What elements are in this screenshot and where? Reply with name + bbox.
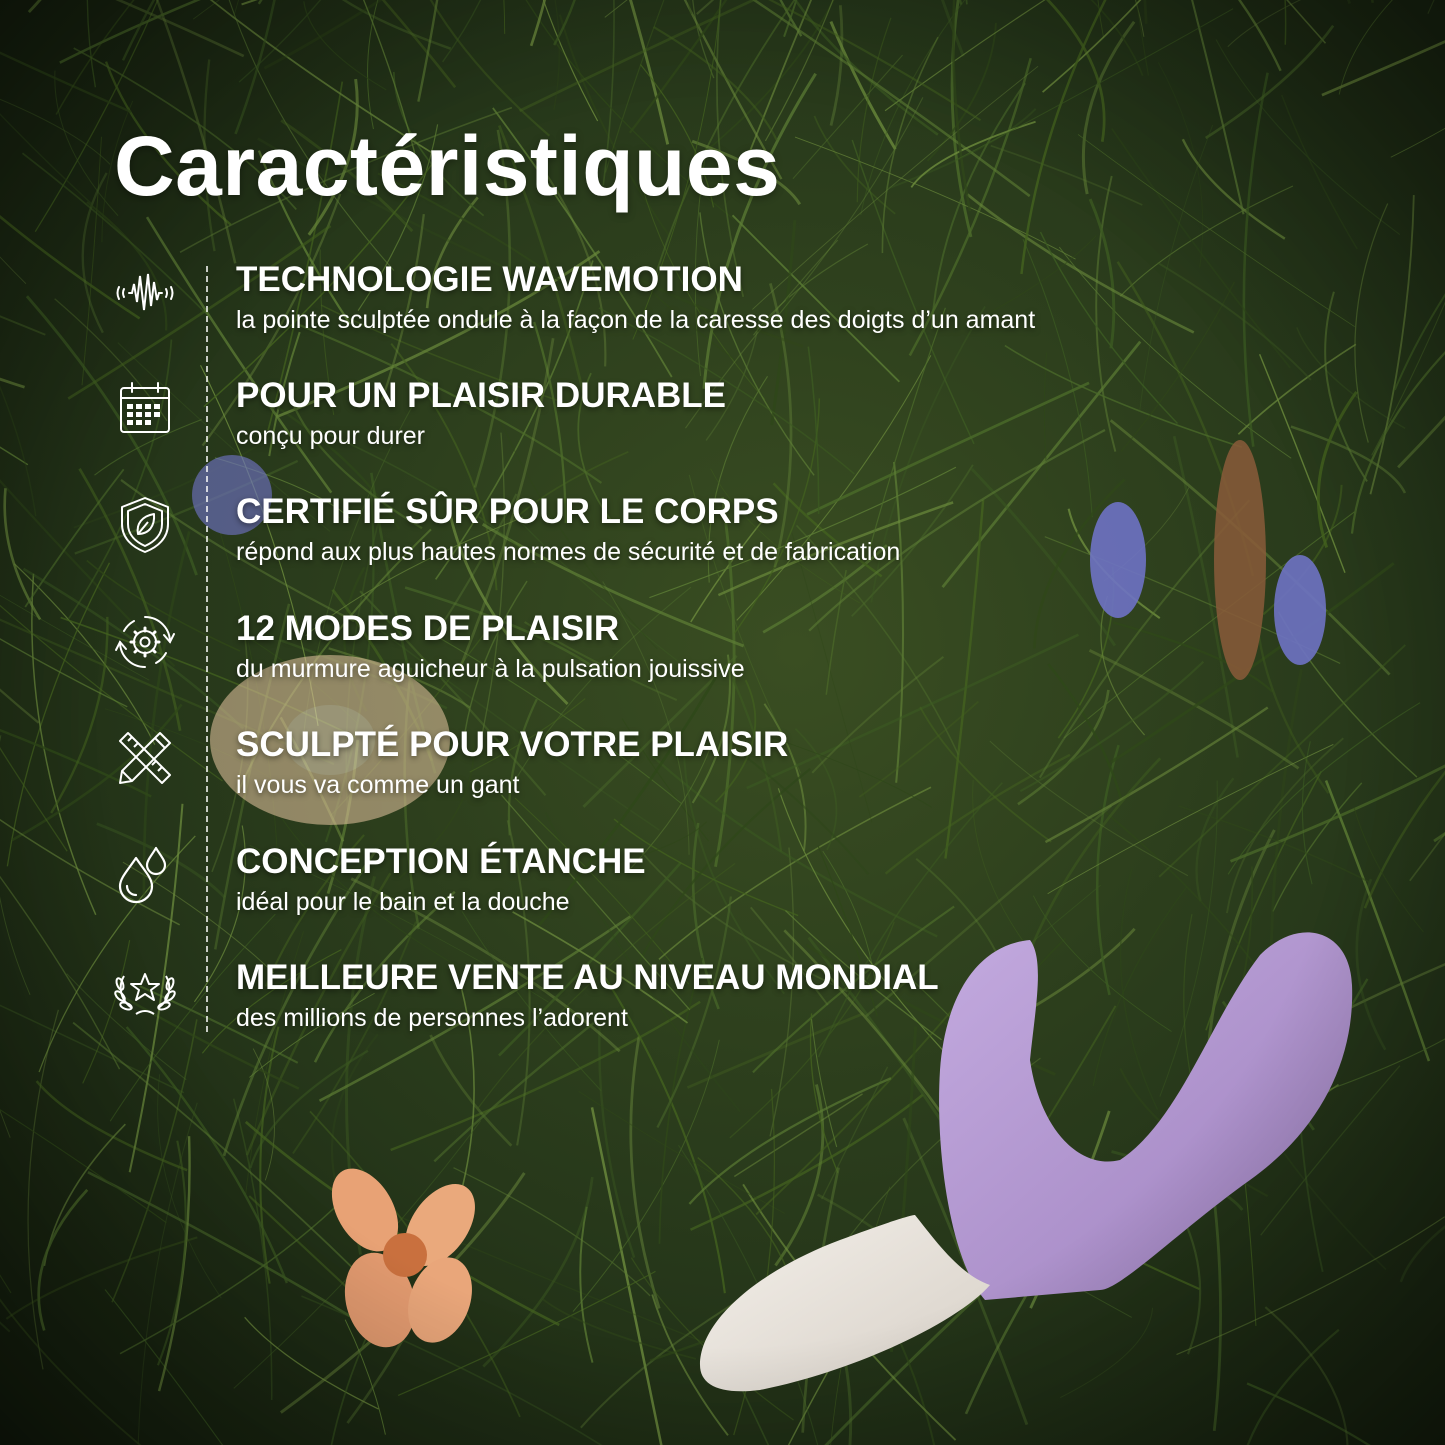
feature-title: 12 MODES DE PLAISIR [236, 609, 620, 648]
feature-description: il vous va comme un gant [236, 771, 520, 799]
feature-title: MEILLEURE VENTE AU NIVEAU MONDIAL [236, 958, 939, 997]
pencil-ruler-icon [114, 727, 176, 789]
water-drops-icon [114, 844, 176, 906]
page-title: Caractéristiques [114, 119, 781, 213]
calendar-icon [114, 378, 176, 440]
feature-title: CONCEPTION ÉTANCHE [236, 842, 646, 881]
feature-title: POUR UN PLAISIR DURABLE [236, 376, 727, 415]
feature-title: TECHNOLOGIE WAVEMOTION [236, 260, 743, 299]
feature-description: répond aux plus hautes normes de sécurité et de fabrication [236, 538, 901, 566]
feature-item-durable [0, 378, 1445, 468]
feature-description: idéal pour le bain et la douche [236, 888, 570, 916]
feature-description: des millions de personnes l’adorent [236, 1004, 628, 1032]
gear-cycle-icon [114, 611, 176, 673]
feature-item-modes [0, 611, 1445, 701]
feature-description: conçu pour durer [236, 422, 426, 450]
feature-description: du murmure aguicheur à la pulsation jouissive [236, 655, 745, 683]
feature-item-wavemotion [0, 262, 1445, 352]
sound-wave-icon [114, 262, 176, 324]
feature-title: CERTIFIÉ SÛR POUR LE CORPS [236, 492, 779, 531]
laurel-star-icon [114, 960, 176, 1022]
feature-description: la pointe sculptée ondule à la façon de la caresse des doigts d’un amant [236, 306, 1036, 334]
feature-item-body-safe [0, 494, 1445, 584]
feature-item-sculpted [0, 727, 1445, 817]
shield-leaf-icon [114, 494, 176, 556]
feature-item-bestseller [0, 960, 1445, 1050]
feature-item-waterproof [0, 844, 1445, 934]
feature-title: SCULPTÉ POUR VOTRE PLAISIR [236, 725, 789, 764]
